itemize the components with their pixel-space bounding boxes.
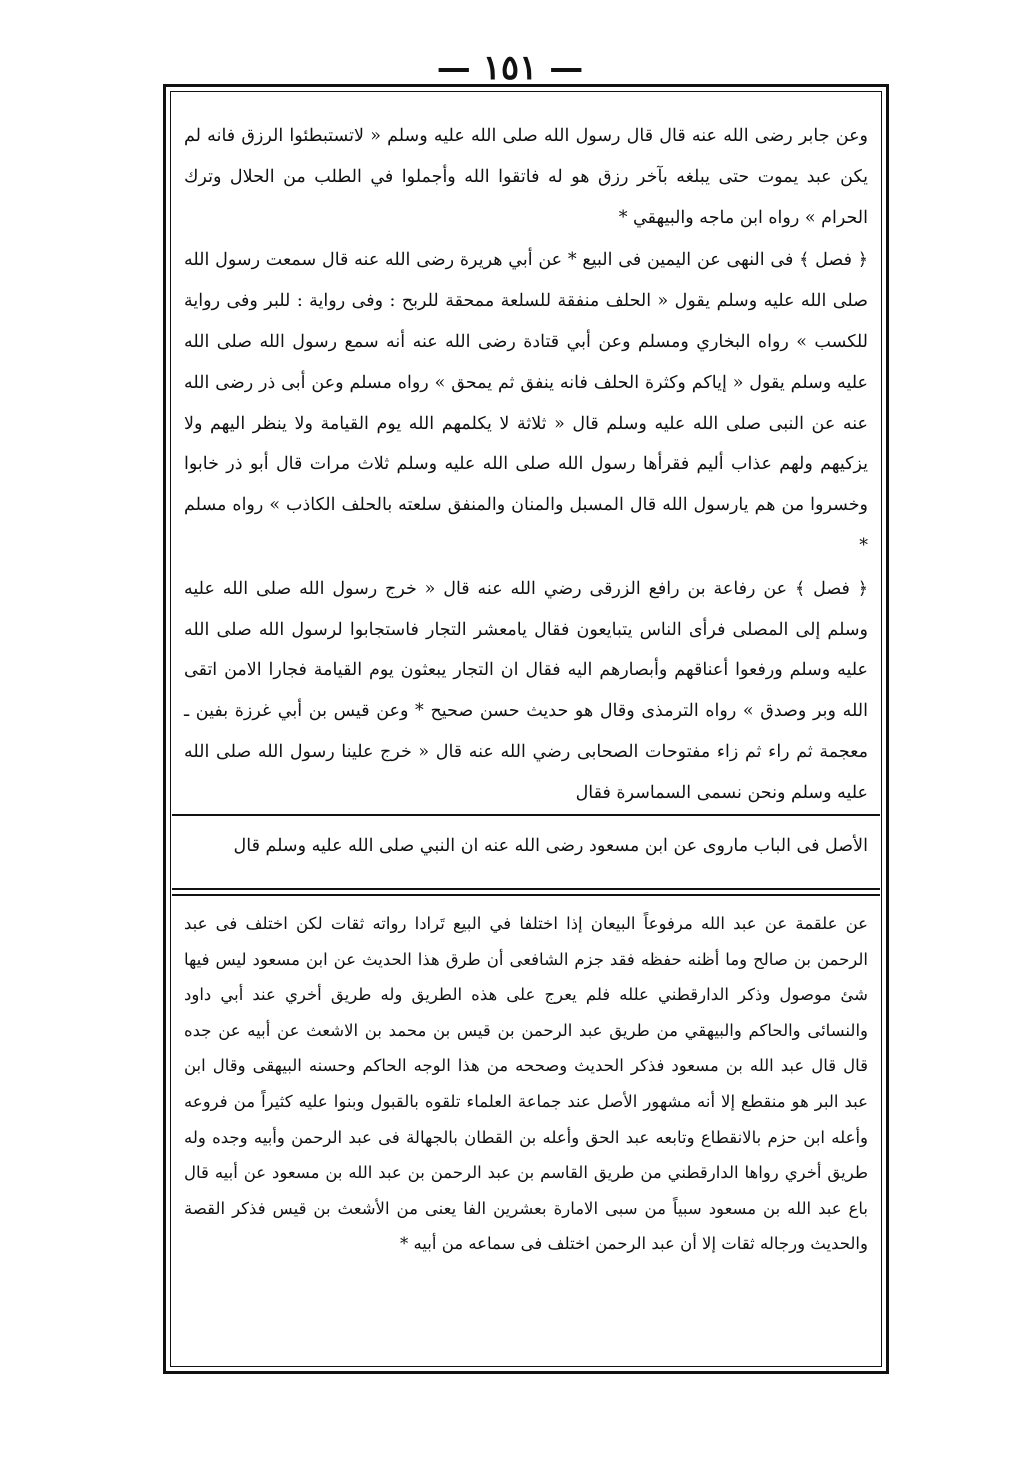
main-text xyxy=(184,116,868,816)
main-paragraph-2: ﴿ فصل ﴾ فى النهى عن اليمين فى البيع * عن أبي هريرة رضى الله عنه قال سمعت رسول الله صلى الله عليه وسلم يقول « الحلف منفقة للسلعة ممحقة للربح : وفى رواية : للبر وفى رواية للكسب » رواه البخاري ومسلم وعن أبي قتادة رضى الله عنه أنه سمع رسول الله صلى الله عليه وسلم يقول « إياكم وكثرة الحلف فانه ينفق ثم يمحق » رواه مسلم وعن أبى ذر رضى الله عنه عن النبى صلى الله عليه وسلم قال « ثلاثة لا يكلمهم الله يوم القيامة ولا ينظر اليهم ولا يزكيهم ولهم عذاب أليم فقرأها رسول الله صلى الله عليه وسلم ثلاث مرات قال أبو ذر خابوا وخسروا من هم يارسول الله قال المسبل والمنان والمنفق سلعته بالحلف الكاذب » رواه مسلم * xyxy=(184,250,868,556)
commentary-paragraph: عن علقمة عن عبد الله مرفوعاً البيعان إذا اختلفا في البيع تَرادا رواته ثقات لكن اختلف فى عبد الرحمن بن صالح وما أظنه حفظه فقد جزم الشافعى أن طرق هذا الحديث عن ابن مسعود ليس فيها شئ موصول وذكر الدارقطني علله فلم يعرج على هذه الطريق وله طريق أخري عند أبي داود والنسائى والحاكم والبيهقي من طريق عبد الرحمن بن قيس بن محمد بن الاشعث عن أبيه عن جده قال قال عبد الله بن مسعود فذكر الحديث وصححه من هذا الوجه الحاكم وحسنه البيهقى وقال ابن عبد البر هو منقطع إلا أنه مشهور الأصل عند جماعة العلماء تلقوه بالقبول وبنوا عليه كثيراً من فروعه وأعله ابن حزم بالانقطاع وتابعه عبد الحق وأعله بن القطان بالجهالة فى عبد الرحمن وأبيه وجده وله طريق أخري رواها الدارقطني من طريق القاسم بن عبد الرحمن بن عبد الله بن مسعود عن أبيه قال باع عبد الله بن مسعود سبياً من سبى الامارة بعشرين الفا يعنى من الأشعث بن قيس فذكر القصة والحديث ورجاله ثقات إلا أن عبد الرحمن اختلف فى سماعه من أبيه * xyxy=(184,914,868,1254)
section-divider xyxy=(172,814,880,816)
commentary-divider xyxy=(172,888,880,896)
main-paragraph-1: وعن جابر رضى الله عنه قال قال رسول الله صلى الله عليه وسلم « لاتستبطئوا الرزق فانه لم يكن عبد يموت حتى يبلغه بآخر رزق هو له فاتقوا الله وأجملوا في الطلب من الحلال وترك الحرام » رواه ابن ماجه والبيهقي * xyxy=(184,126,868,228)
main-paragraph-3: ﴿ فصل ﴾ عن رفاعة بن رافع الزرقى رضي الله عنه قال « خرج رسول الله صلى الله عليه وسلم إلى المصلى فرأى الناس يتبايعون فقال يامعشر التجار فاستجابوا لرسول الله صلى الله عليه وسلم ورفعوا أعناقهم وأبصارهم اليه فقال ان التجار يبعثون يوم القيامة فجارا الامن اتقى الله وبر وصدق » رواه الترمذى وقال هو حديث حسن صحيح * وعن قيس بن أبي غرزة بفين ـ معجمة ثم راء ثم زاء مفتوحات الصحابى رضي الله عنه قال « خرج علينا رسول الله صلى الله عليه وسلم ونحن نسمى السماسرة فقال xyxy=(184,578,868,803)
page-number: — ١٥١ — xyxy=(436,48,584,88)
commentary-text xyxy=(184,906,868,1262)
commentary-heading: الأصل فى الباب ماروى عن ابن مسعود رضى الله عنه ان النبي صلى الله عليه وسلم قال xyxy=(233,836,868,856)
